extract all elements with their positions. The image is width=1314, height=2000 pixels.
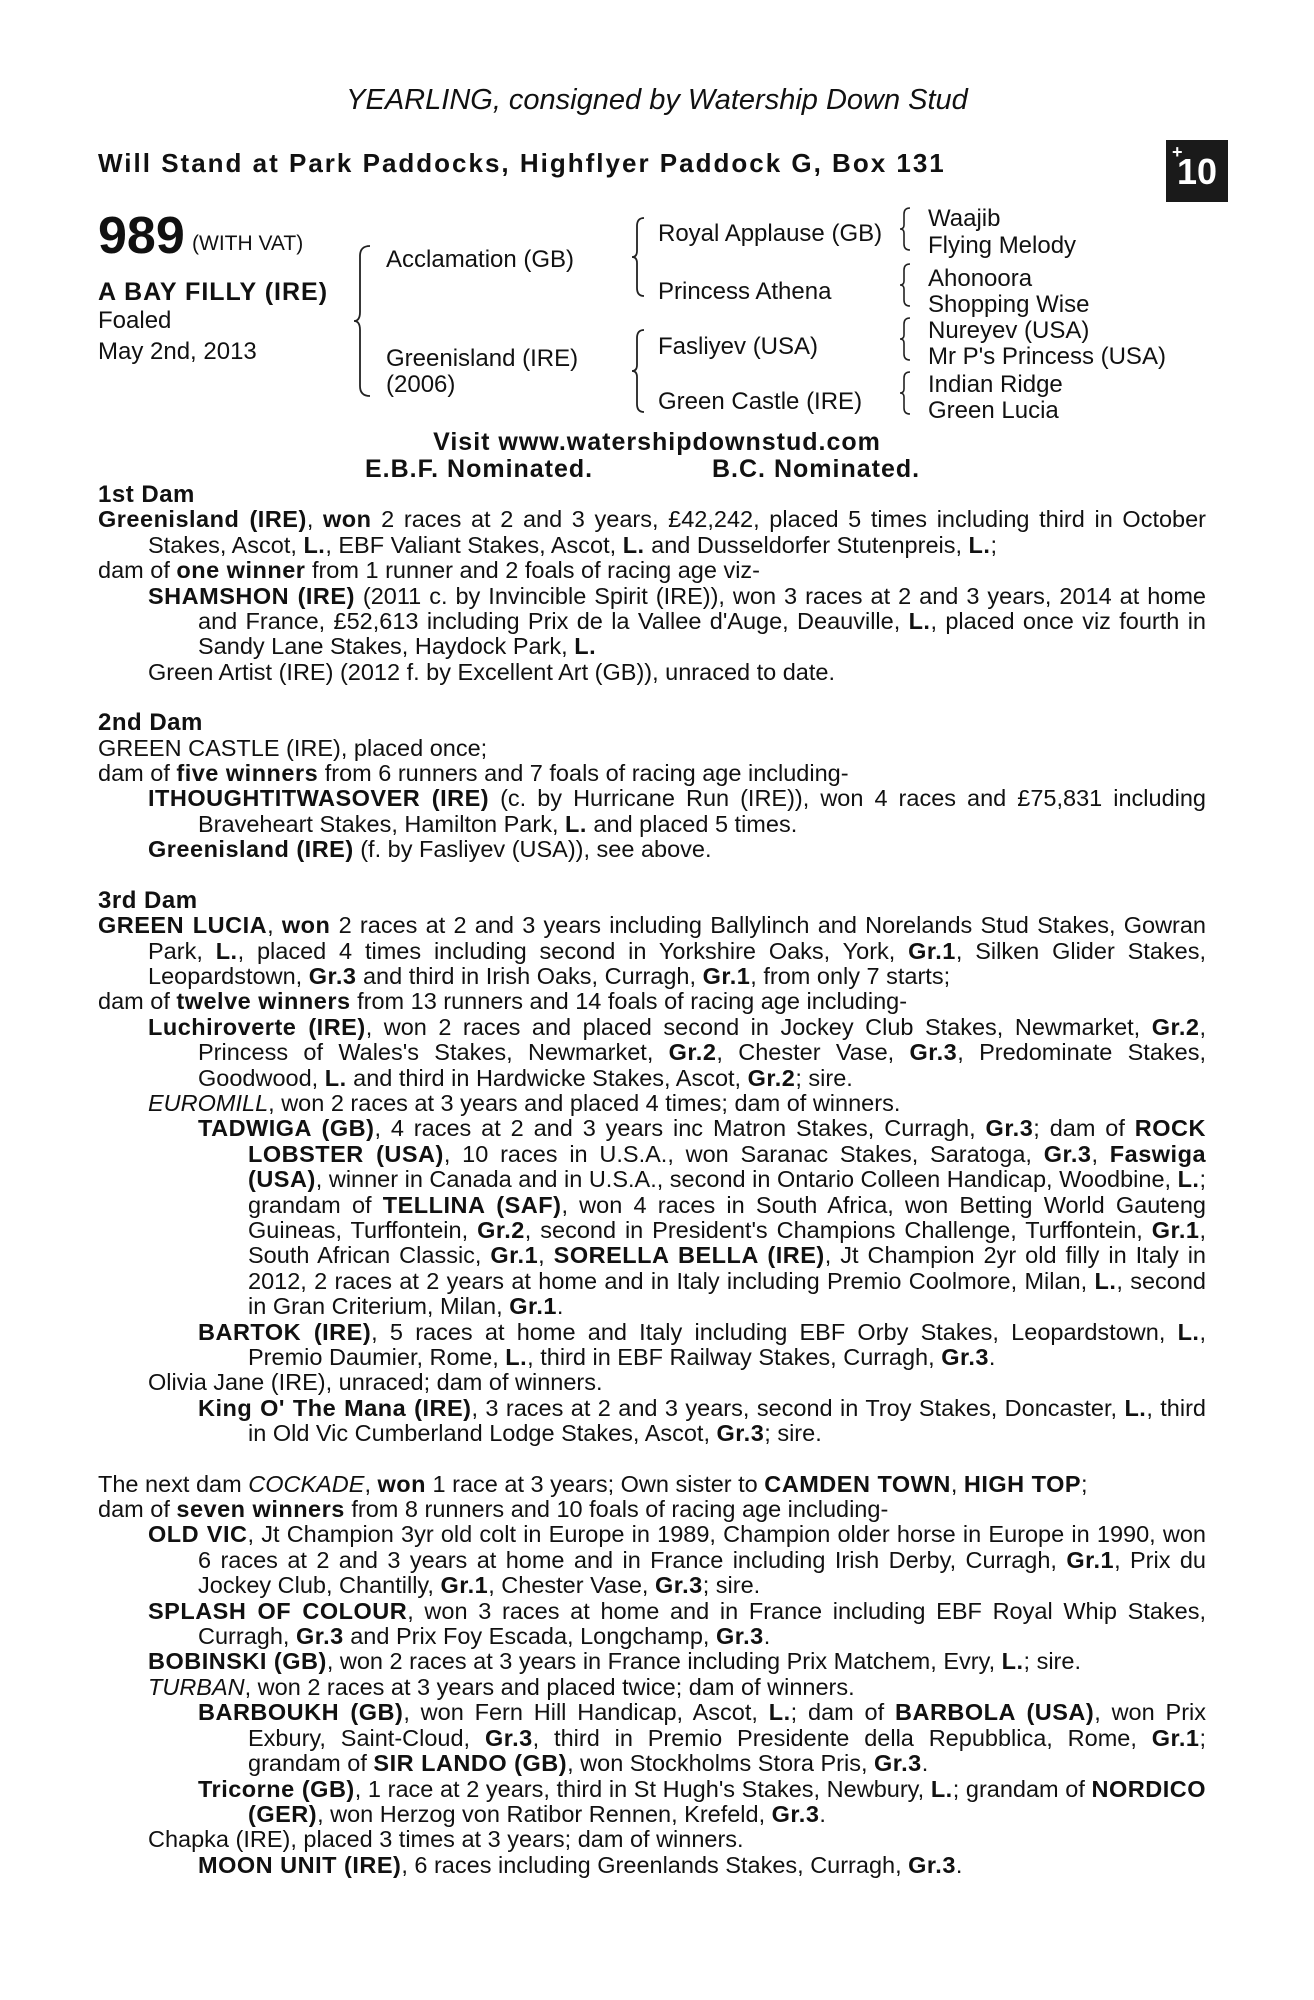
t: , Silken Glider Stakes, Leopardstown,: [148, 937, 1206, 989]
t: L.: [1177, 1166, 1200, 1193]
t: L.: [574, 633, 597, 660]
t: Gr.3: [295, 1623, 344, 1650]
ancestor-1: Waajib: [928, 205, 1001, 232]
first-dam-produce: [98, 558, 1206, 583]
t: Gr.2: [668, 1039, 717, 1066]
t: , won 4 races in South Africa, won Betting World Gauteng Guineas, Turffontein,: [248, 1191, 1206, 1243]
t: dam of: [98, 1496, 177, 1523]
produce-entry: [98, 1853, 1206, 1878]
t: ;: [1081, 1470, 1088, 1497]
t: BOBINSKI (GB): [148, 1648, 327, 1675]
badge-plus-mark: +: [1172, 142, 1183, 162]
t: Tricorne (GB): [198, 1775, 355, 1802]
t: Gr.2: [1151, 1013, 1200, 1040]
t: L.: [303, 531, 326, 558]
t: (c. by Hurricane Run (IRE)), won 4 races and £75,831 including Braveheart Stakes, Hamilton Park,: [198, 785, 1207, 837]
spacer: [98, 1447, 1206, 1472]
t: L.: [505, 1344, 528, 1370]
t: .: [763, 1623, 771, 1650]
t: , 10 races in U.S.A., won Saranac Stakes, Saratoga,: [443, 1140, 1044, 1167]
t: and Dusseldorfer Stutenpreis,: [644, 531, 969, 558]
t: and placed 5 times.: [586, 810, 798, 837]
second-dam-record: GREEN CASTLE (IRE), placed once;: [98, 734, 488, 761]
t: one winner: [176, 557, 306, 584]
t: twelve winners: [176, 988, 351, 1015]
t: CAMDEN TOWN: [764, 1470, 951, 1497]
vat-note: (WITH VAT): [192, 232, 304, 255]
t: Gr.1: [702, 962, 751, 989]
t: (2011 c. by Invincible Spirit (IRE)), won 3 races at 2 and 3 years, 2014 at home and France, £52,613 including Prix de la Vallee d'Auge, Deauville,: [198, 582, 1206, 635]
t: won: [281, 912, 331, 939]
t: Gr.3: [1043, 1140, 1092, 1167]
t: , placed 4 times including second in Yorkshire Oaks, York,: [237, 937, 909, 964]
t: , won Herzog von Ratibor Rennen, Krefeld,: [317, 1800, 772, 1827]
ebf-nominated: E.B.F. Nominated.: [365, 455, 594, 483]
produce-entry: Chapka (IRE), placed 3 times at 3 years; dam of winners.: [148, 1826, 744, 1853]
dam-year: (2006): [386, 371, 456, 398]
t: Greenisland (IRE): [148, 836, 354, 863]
t: , Chester Vase,: [716, 1039, 910, 1066]
t: , 5 races at home and Italy including EBF Orby Stakes, Leopardstown,: [371, 1318, 1178, 1345]
ancestor-7: Indian Ridge: [928, 371, 1063, 398]
t: , Jt Champion 3yr old colt in Europe in 1989, Champion older horse in Europe in 1990, won 6 races at 2 and 3 years at home and in France including Irish Derby, Curragh,: [198, 1521, 1206, 1573]
t: , second in Gran Criterium, Milan,: [248, 1267, 1206, 1320]
grandsire-maternal: Fasliyev (USA): [658, 333, 819, 360]
brace-g4: [898, 370, 912, 416]
t: Gr.3: [909, 1039, 958, 1066]
t: Gr.3: [771, 1800, 820, 1827]
t: .: [988, 1344, 996, 1370]
granddam-paternal: Princess Athena: [658, 278, 832, 305]
granddam-maternal: Green Castle (IRE): [658, 388, 863, 415]
t: ITHOUGHTITWASOVER (IRE): [148, 785, 490, 812]
t: , Prix du Jockey Club, Chantilly,: [198, 1546, 1206, 1599]
t: Gr.3: [716, 1420, 765, 1447]
foaled-label: Foaled: [98, 307, 172, 334]
ancestor-6: Mr P's Princess (USA): [928, 343, 1166, 370]
t: ; dam of: [790, 1699, 895, 1726]
t: 2 races at 2 and 3 years, £42,242, placed 5 times including third in October Stakes, Ascot,: [148, 506, 1207, 558]
t: , 3 races at 2 and 3 years, second in Troy Stakes, Doncaster,: [471, 1394, 1125, 1421]
t: Gr.3: [908, 1851, 956, 1878]
t: ,: [306, 506, 323, 533]
brace-g1: [898, 206, 912, 252]
t: L.: [1094, 1267, 1117, 1294]
t: , Princess of Wales's Stakes, Newmarket,: [198, 1013, 1206, 1066]
dam-name: Greenisland (IRE): [386, 345, 579, 372]
t: COCKADE: [248, 1470, 365, 1497]
t: , won 2 races at 3 years in France including Prix Matchem, Evry,: [326, 1648, 1002, 1675]
t: , Premio Daumier, Rome,: [248, 1318, 1206, 1370]
produce-entry: [98, 1015, 1206, 1091]
produce-entry: [98, 1675, 1206, 1700]
t: , 4 races at 2 and 3 years inc Matron Stakes, Curragh,: [374, 1115, 986, 1142]
t: SPLASH OF COLOUR: [148, 1597, 408, 1624]
t: HIGH TOP: [963, 1470, 1082, 1497]
t: ,: [364, 1470, 378, 1497]
t: ; sire.: [1023, 1648, 1081, 1675]
produce-entry: [98, 1777, 1206, 1828]
t: , third in EBF Railway Stakes, Curragh,: [527, 1344, 942, 1370]
t: won: [323, 506, 372, 533]
t: King O' The Mana (IRE): [198, 1394, 472, 1421]
t: L.: [930, 1775, 953, 1802]
t: ; dam of: [1033, 1115, 1135, 1142]
t: EUROMILL: [148, 1089, 269, 1116]
t: SHAMSHON (IRE): [148, 582, 355, 609]
produce-entry: Green Artist (IRE) (2012 f. by Excellent Art (GB)), unraced to date.: [148, 658, 836, 685]
t: L.: [908, 608, 931, 635]
t: , from only 7 starts;: [750, 962, 951, 989]
lot-badge: [1166, 140, 1228, 202]
badge-number: 10: [1176, 151, 1218, 192]
t: , 6 races including Greenlands Stakes, Curragh,: [401, 1851, 909, 1878]
t: Gr.3: [985, 1115, 1034, 1142]
brace-g2: [898, 262, 912, 308]
t: , won 2 races at 3 years and placed 4 times; dam of winners.: [268, 1089, 901, 1116]
t: 1 race at 3 years; Own sister to: [426, 1470, 765, 1497]
t: , Predominate Stakes, Goodwood,: [198, 1039, 1207, 1091]
third-dam-heading: 3rd Dam: [98, 886, 198, 914]
stand-location: Will Stand at Park Paddocks, Highflyer Paddock G, Box 131: [98, 148, 946, 178]
spacer: [98, 685, 1206, 710]
produce-entry: [98, 1522, 1206, 1598]
produce-entry: [98, 837, 1206, 862]
t: L.: [622, 531, 645, 558]
t: ; sire.: [795, 1064, 853, 1091]
t: , Chester Vase,: [488, 1572, 655, 1599]
t: Gr.1: [908, 937, 956, 964]
t: , won Stockholms Stora Pris,: [567, 1750, 875, 1777]
t: NORDICO (GER): [248, 1775, 1206, 1827]
t: ; grandam of: [248, 1724, 1206, 1777]
t: , winner in Canada and in U.S.A., second in Ontario Colleen Handicap, Woodbine,: [315, 1166, 1178, 1193]
t: Faswiga (USA): [248, 1140, 1207, 1193]
catalogue-subtitle: YEARLING, consigned by Watership Down Stud: [346, 84, 968, 116]
foaled-date: May 2nd, 2013: [98, 338, 257, 365]
t: TURBAN: [148, 1673, 245, 1700]
second-dam-produce: [98, 761, 1206, 786]
t: , Jt Champion 2yr old filly in Italy in 2012, 2 races at 2 years at home and in Italy including Premio Coolmore, Milan,: [248, 1242, 1206, 1294]
t: Gr.1: [1151, 1216, 1200, 1243]
t: ,: [538, 1242, 554, 1269]
lot-number: 989: [98, 207, 185, 265]
t: ,: [950, 1470, 964, 1497]
t: BARTOK (IRE): [198, 1318, 372, 1345]
next-dam-produce: [98, 1497, 1206, 1522]
produce-entry: [98, 1396, 1206, 1447]
produce-entry: [98, 786, 1206, 837]
t: from 8 runners and 10 foals of racing age including-: [344, 1496, 889, 1523]
t: and third in Irish Oaks, Curragh,: [356, 962, 703, 989]
ancestor-3: Ahonoora: [928, 265, 1033, 292]
third-dam-record: [98, 913, 1206, 989]
t: ; sire.: [702, 1572, 761, 1599]
second-dam-heading: 2nd Dam: [98, 709, 203, 737]
website-link[interactable]: Visit www.watershipdownstud.com: [433, 428, 881, 456]
t: SORELLA BELLA (IRE): [553, 1242, 825, 1269]
foaled-info: [98, 305, 257, 367]
t: and Prix Foy Escada, Longchamp,: [343, 1623, 716, 1650]
produce-entry: [98, 1320, 1206, 1371]
t: (f. by Fasliyev (USA)), see above.: [353, 836, 712, 863]
t: Gr.3: [941, 1344, 989, 1370]
t: TELLINA (SAF): [382, 1191, 562, 1218]
t: OLD VIC: [148, 1521, 248, 1548]
t: , won 3 races at home and in France including EBF Royal Whip Stakes, Curragh,: [198, 1597, 1206, 1650]
t: L.: [768, 1699, 791, 1726]
produce-entry: [98, 1091, 1206, 1116]
lot-title: A BAY FILLY (IRE): [98, 278, 329, 306]
brace-sire: [630, 216, 646, 298]
t: , South African Classic,: [248, 1216, 1207, 1269]
spacer: [98, 863, 1206, 888]
t: L.: [968, 531, 991, 558]
t: Gr.1: [1151, 1724, 1200, 1751]
t: ; sire.: [764, 1420, 822, 1447]
t: Gr.2: [477, 1216, 525, 1243]
t: ,: [1091, 1140, 1110, 1167]
next-dam-record: [98, 1472, 1206, 1497]
t: SIR LANDO (GB): [373, 1750, 568, 1777]
first-dam-heading: 1st Dam: [98, 481, 195, 508]
produce-entry: [98, 1700, 1206, 1776]
t: The next dam: [98, 1470, 249, 1497]
grandsire-paternal: Royal Applause (GB): [658, 220, 883, 247]
t: Gr.1: [440, 1572, 489, 1599]
t: ; grandam of: [952, 1775, 1092, 1802]
ancestor-8: Green Lucia: [928, 397, 1059, 424]
first-dam-record: [98, 507, 1206, 558]
t: Gr.3: [308, 962, 357, 989]
t: L.: [1124, 1394, 1147, 1421]
t: , third in Old Vic Cumberland Lodge Stakes, Ascot,: [248, 1394, 1206, 1447]
t: Gr.1: [509, 1293, 557, 1320]
t: BARBOUKH (GB): [198, 1699, 404, 1726]
t: Gr.3: [484, 1724, 533, 1751]
produce-entry: [98, 1599, 1206, 1650]
t: and third in Hardwicke Stakes, Ascot,: [346, 1064, 748, 1091]
t: ;: [990, 531, 997, 558]
t: , second in President's Champions Challenge, Turffontein,: [524, 1216, 1152, 1243]
t: ; grandam of: [248, 1166, 1206, 1218]
t: Gr.3: [654, 1572, 703, 1599]
t: .: [921, 1750, 929, 1777]
t: Greenisland (IRE): [98, 506, 307, 533]
t: Gr.1: [1066, 1546, 1115, 1573]
t: .: [819, 1800, 826, 1827]
t: L.: [1001, 1648, 1024, 1675]
ancestor-4: Shopping Wise: [928, 291, 1090, 318]
t: L.: [1177, 1318, 1200, 1345]
t: .: [955, 1851, 963, 1878]
t: Gr.2: [747, 1064, 796, 1091]
t: seven winners: [176, 1496, 345, 1523]
t: , 1 race at 2 years, third in St Hugh's Stakes, Newbury,: [354, 1775, 931, 1802]
t: , EBF Valiant Stakes, Ascot,: [325, 531, 623, 558]
produce-entry: [98, 1649, 1206, 1674]
t: , won 2 races at 3 years and placed twice; dam of winners.: [244, 1673, 855, 1700]
t: dam of: [98, 988, 177, 1015]
t: from 1 runner and 2 foals of racing age viz-: [305, 557, 760, 584]
t: dam of: [98, 557, 177, 584]
t: GREEN LUCIA: [98, 912, 268, 939]
t: L.: [565, 810, 587, 837]
produce-entry: Olivia Jane (IRE), unraced; dam of winners.: [148, 1369, 603, 1396]
t: Luchiroverte (IRE): [148, 1013, 366, 1040]
t: ,: [267, 912, 282, 939]
t: .: [556, 1293, 564, 1320]
sire-name: Acclamation (GB): [386, 246, 575, 273]
t: ROCK LOBSTER (USA): [248, 1115, 1206, 1167]
t: , third in Premio Presidente della Repubblica, Rome,: [532, 1724, 1152, 1751]
t: , won Prix Exbury, Saint-Cloud,: [248, 1699, 1206, 1751]
brace-main: [352, 244, 372, 398]
t: , won 2 races and placed second in Jockey Club Stakes, Newmarket,: [365, 1013, 1152, 1040]
t: five winners: [176, 760, 319, 787]
t: dam of: [98, 760, 177, 787]
t: Gr.1: [490, 1242, 539, 1269]
ancestor-2: Flying Melody: [928, 232, 1077, 259]
pedigree-notes: [98, 482, 1206, 1878]
t: Gr.3: [874, 1750, 922, 1777]
t: TADWIGA (GB): [198, 1115, 375, 1142]
bc-nominated: B.C. Nominated.: [712, 455, 921, 483]
t: from 6 runners and 7 foals of racing age including-: [318, 760, 849, 787]
t: L.: [215, 937, 238, 964]
ancestor-5: Nureyev (USA): [928, 317, 1090, 344]
produce-entry: [98, 1116, 1206, 1319]
t: 2 races at 2 and 3 years including Ballylinch and Norelands Stud Stakes, Gowran Park,: [148, 912, 1207, 964]
t: , placed once viz fourth in Sandy Lane Stakes, Haydock Park,: [198, 608, 1206, 660]
brace-g3: [898, 316, 912, 362]
t: from 13 runners and 14 foals of racing age including-: [350, 988, 908, 1015]
t: won: [377, 1470, 426, 1497]
third-dam-produce: [98, 989, 1206, 1014]
t: , won Fern Hill Handicap, Ascot,: [403, 1699, 769, 1726]
brace-dam: [630, 328, 646, 414]
produce-entry: [98, 584, 1206, 660]
t: Gr.3: [716, 1623, 764, 1650]
t: MOON UNIT (IRE): [198, 1851, 402, 1878]
t: BARBOLA (USA): [895, 1699, 1095, 1726]
t: L.: [324, 1064, 347, 1091]
